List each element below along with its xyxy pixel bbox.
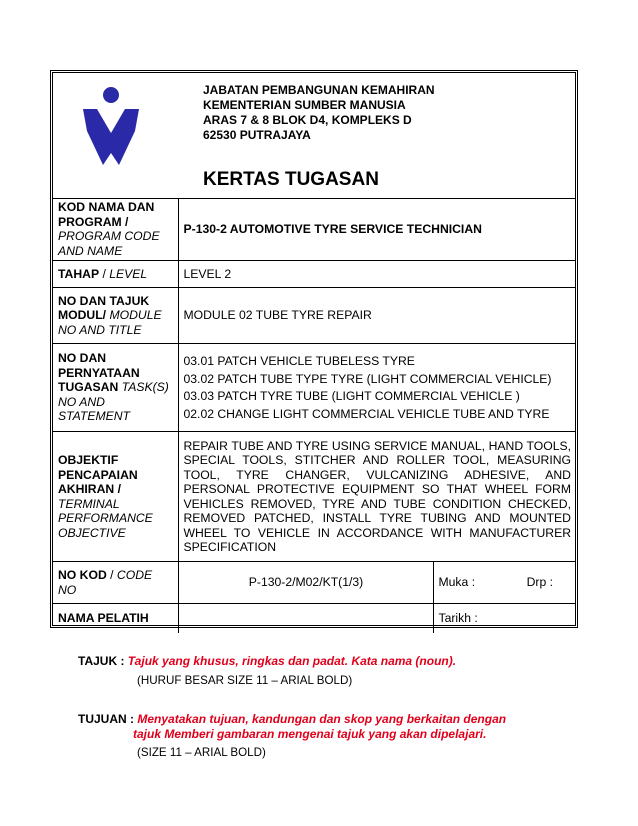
table-row — [53, 288, 575, 344]
module-value: MODULE 02 TUBE TYRE REPAIR — [178, 288, 575, 344]
task-label-italic: NO AND STATEMENT — [58, 394, 130, 424]
program-value: P-130-2 AUTOMOTIVE TYRE SERVICE TECHNICIAN — [178, 198, 575, 261]
program-label-italic: PROGRAM CODE AND NAME — [58, 229, 160, 258]
tujuan-subnote: (SIZE 11 – ARIAL BOLD) — [137, 746, 266, 759]
date-cell — [433, 604, 575, 633]
date-label: Tarikh : — [438, 611, 478, 625]
task-label-bold: PERNYATAAN — [58, 365, 140, 380]
task-list — [178, 344, 575, 432]
task-item: 03.03 PATCH TYRE TUBE (LIGHT COMMERCIAL VEHICLE ) — [183, 389, 520, 403]
org-line: JABATAN PEMBANGUNAN KEMAHIRAN — [203, 83, 435, 97]
table-row — [53, 198, 575, 261]
of-label: Drp : — [526, 575, 553, 590]
task-label-bold: NO DAN — [58, 351, 107, 366]
page-label: Muka : — [438, 575, 476, 590]
level-label-sep: / — [99, 266, 110, 281]
tujuan-note — [78, 711, 506, 727]
tajuk-subnote: (HURUF BESAR SIZE 11 – ARIAL BOLD) — [137, 674, 353, 687]
module-label-italic: NO AND TITLE — [58, 322, 142, 337]
objective-label-bold: OBJEKTIF PENCAPAIAN AKHIRAN / — [58, 453, 138, 496]
level-label-bold: TAHAP — [58, 266, 100, 281]
info-table — [53, 198, 575, 633]
table-row — [53, 432, 575, 562]
tujuan-text-continued: tajuk Memberi gambaran mengenai tajuk yang akan dipelajari. — [133, 727, 487, 741]
task-item: 02.02 CHANGE LIGHT COMMERCIAL VEHICLE TUBE AND TYRE — [183, 406, 550, 421]
code-label-italic: CODE NO — [58, 568, 153, 597]
task-label-italic-inline: TASK(S) — [118, 380, 169, 395]
program-label-bold: KOD NAMA DAN PROGRAM / — [58, 200, 155, 229]
org-line: ARAS 7 & 8 BLOK D4, KOMPLEKS D — [203, 113, 412, 127]
table-row — [53, 562, 575, 604]
task-label — [53, 344, 178, 432]
level-label — [53, 261, 178, 288]
tujuan-label: TUJUAN : — [78, 712, 134, 726]
trainer-label: NAMA PELATIH — [53, 604, 178, 633]
objective-label-italic: TERMINAL PERFORMANCE OBJECTIVE — [58, 496, 153, 540]
objective-value: REPAIR TUBE AND TYRE USING SERVICE MANUAL, HAND TOOLS, SPECIAL TOOLS, STITCHER AND ROLLER TOOL, MEASURING TOOL, TYRE CHANGER, VULCANIZING ADHESIVE, AND PERSONAL PROTECTIVE EQUIPMENT SO THAT WHEEL FORM VEHICLES REMOVED, TYRE AND TUBE CONDITION CHECKED, REMOVED PATCHED, INSTALL TYRE TUBING AND MOUNTED WHEEL TO VEHICLE IN ACCORDANCE WITH MANUFACTURER SPECIFICATION — [178, 432, 575, 562]
level-value: LEVEL 2 — [178, 261, 575, 288]
task-item: 03.02 PATCH TUBE TYPE TYRE (LIGHT COMMERCIAL VEHICLE) — [183, 371, 552, 386]
document-title: KERTAS TUGASAN — [203, 169, 379, 190]
org-line: KEMENTERIAN SUMBER MANUSIA — [203, 98, 406, 112]
code-value: P-130-2/M02/KT(1/3) — [178, 562, 433, 604]
module-label-bold: NO DAN TAJUK MODUL/ — [58, 293, 150, 323]
objective-label — [53, 432, 178, 562]
trainer-name-field[interactable] — [178, 604, 433, 633]
jpk-logo-icon — [79, 87, 145, 165]
tajuk-note — [78, 653, 456, 669]
program-label — [53, 198, 178, 261]
organization-address — [203, 83, 435, 143]
form-header — [53, 73, 575, 199]
task-item: 03.01 PATCH VEHICLE TUBELESS TYRE — [183, 354, 415, 368]
module-label-italic-inline: MODULE — [106, 308, 162, 323]
org-line: 62530 PUTRAJAYA — [203, 128, 311, 142]
level-label-italic: LEVEL — [109, 266, 148, 281]
table-row — [53, 261, 575, 288]
page-cell — [433, 562, 575, 604]
task-label-bold: TUGASAN — [58, 380, 119, 395]
code-label-sep: / — [106, 568, 117, 582]
table-row — [53, 604, 575, 633]
tajuk-text: Tajuk yang khusus, ringkas dan padat. Kata nama (noun). — [127, 654, 457, 668]
code-label — [53, 562, 178, 604]
tajuk-label: TAJUK : — [78, 654, 125, 668]
code-label-bold: NO KOD — [58, 568, 107, 582]
module-label — [53, 288, 178, 344]
tujuan-text: Menyatakan tujuan, kandungan dan skop yang berkaitan dengan — [137, 712, 507, 726]
table-row — [53, 344, 575, 432]
form-frame — [50, 70, 578, 628]
